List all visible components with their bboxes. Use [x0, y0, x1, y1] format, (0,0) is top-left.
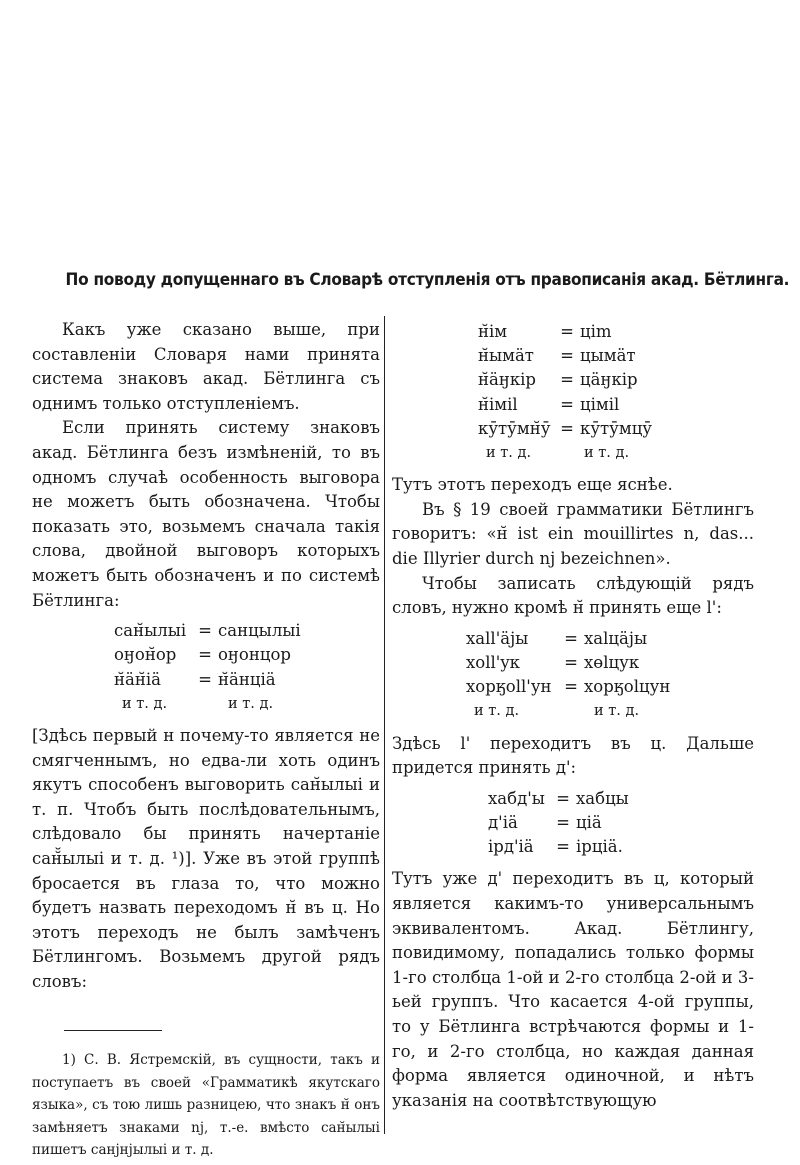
- table-row: и т. д. и т. д.: [122, 695, 274, 712]
- table-row: н̆іміl = ціміl: [478, 394, 620, 414]
- paragraph: Чтобы записать слѣдующій рядъ словъ, нужно кромѣ н̆ принять еще l':: [392, 573, 754, 618]
- footnote: [32, 1049, 380, 1162]
- word-table-2: [478, 320, 754, 465]
- table-row: кӯтӯмн̆ӯ = кӯтӯмцӯ: [478, 418, 653, 438]
- column-divider: [384, 316, 385, 1134]
- table-row: н̆ӓӈкір = цӓӈкір: [478, 370, 638, 390]
- table-row: н̆ымӓт = цымӓт: [478, 346, 636, 366]
- paragraph: Какъ уже сказано выше, при составленіи Словаря нами принята система знаковъ акад. Бётлинга съ однимъ только отступленіемъ.: [32, 320, 380, 413]
- table-row: н̆ӓн̆іӓ = н̆ӓнціӓ: [114, 669, 276, 689]
- page-heading: По поводу допущеннаго въ Словарѣ отступленія отъ правописанія акад. Бётлинга.: [65, 270, 790, 289]
- table-row: и т. д. и т. д.: [486, 445, 630, 462]
- right-column: [392, 318, 754, 1113]
- word-table-1: [114, 619, 380, 716]
- table-row: хабд'ы = хабцы: [488, 788, 629, 808]
- table-row: оӈон̆ор = оӈонцор: [114, 645, 291, 665]
- table-row: и т. д. и т. д.: [474, 703, 640, 720]
- footnote-text: 1) С. В. Ястремскій, въ сущности, такъ и поступаетъ въ своей «Грамматикѣ якутскаго языка», съ тою лишь разницею, что знакъ н̆ онъ замѣняетъ знаками nj, т.-е. вмѣсто сан̆ылыі пишетъ санjнjылыі и т. д.: [32, 1052, 380, 1159]
- word-table-4: [488, 787, 754, 860]
- footnote-rule: [64, 1030, 162, 1031]
- word-table-3: [466, 627, 754, 724]
- table-row: д'іӓ = ціӓ: [488, 812, 602, 832]
- paragraph: Тутъ уже д' переходитъ въ ц, который является какимъ-то универсальнымъ эквивалентомъ. Акад. Бётлингу, повидимому, попадались только формы 1-го столбца 1-ой и 2-го столбца 2-ой и 3-ьей группъ. Что касается 4-ой группы, то у Бётлинга встрѣчаются формы и 1-го, и 2-го столбца, но каждая данная форма является одиночной, и нѣтъ указанія на соотвѣтствующую: [392, 869, 754, 1110]
- paragraph: Тутъ этотъ переходъ еще яснѣе.: [392, 475, 673, 495]
- paragraph: Въ § 19 своей грамматики Бётлингъ говоритъ: «н̆ ist ein mouillirtes n, das... die Illyrier durch nj bezeichnen».: [392, 499, 754, 568]
- left-column: [32, 318, 380, 1162]
- table-row: н̆ім = ціm: [478, 322, 612, 341]
- table-row: xall'ӓjы = xalцӓjы: [466, 628, 648, 648]
- paragraph: [Здѣсь первый н почему-то является не смягченнымъ, но едва-ли хоть одинъ якутъ способенъ выговорить сан̆ылыі и т. п. Чтобъ быть послѣдовательнымъ, слѣдовало бы принять начертаніе сан̆̆ылыі и т. д. ¹)]. Уже въ этой группѣ бросается въ глаза то, что можно будетъ назвать переходомъ н̆ въ ц. Но этотъ переходъ не былъ замѣченъ Бётлингомъ. Возьмемъ другой рядъ словъ:: [32, 725, 380, 991]
- table-row: хорӄoll'ун = хорӄolцун: [466, 677, 671, 697]
- table-row: xoll'yк = xөlцук: [466, 652, 640, 672]
- table-row: сaн̆ылыі = санцылыі: [114, 621, 301, 641]
- table-row: ірд'іӓ = ірціӓ.: [488, 837, 623, 857]
- paragraph: Здѣсь l' переходитъ въ ц. Дальше придется принять д':: [392, 733, 754, 778]
- paragraph: Если принять систему знаковъ акад. Бётлинга безъ измѣненій, то въ одномъ случаѣ особенность выговора не можетъ быть обозначена. Чтобы показать это, возьмемъ сначала такія слова, двойной выговоръ которыхъ можетъ быть обозначенъ и по системѣ Бётлинга:: [32, 418, 380, 610]
